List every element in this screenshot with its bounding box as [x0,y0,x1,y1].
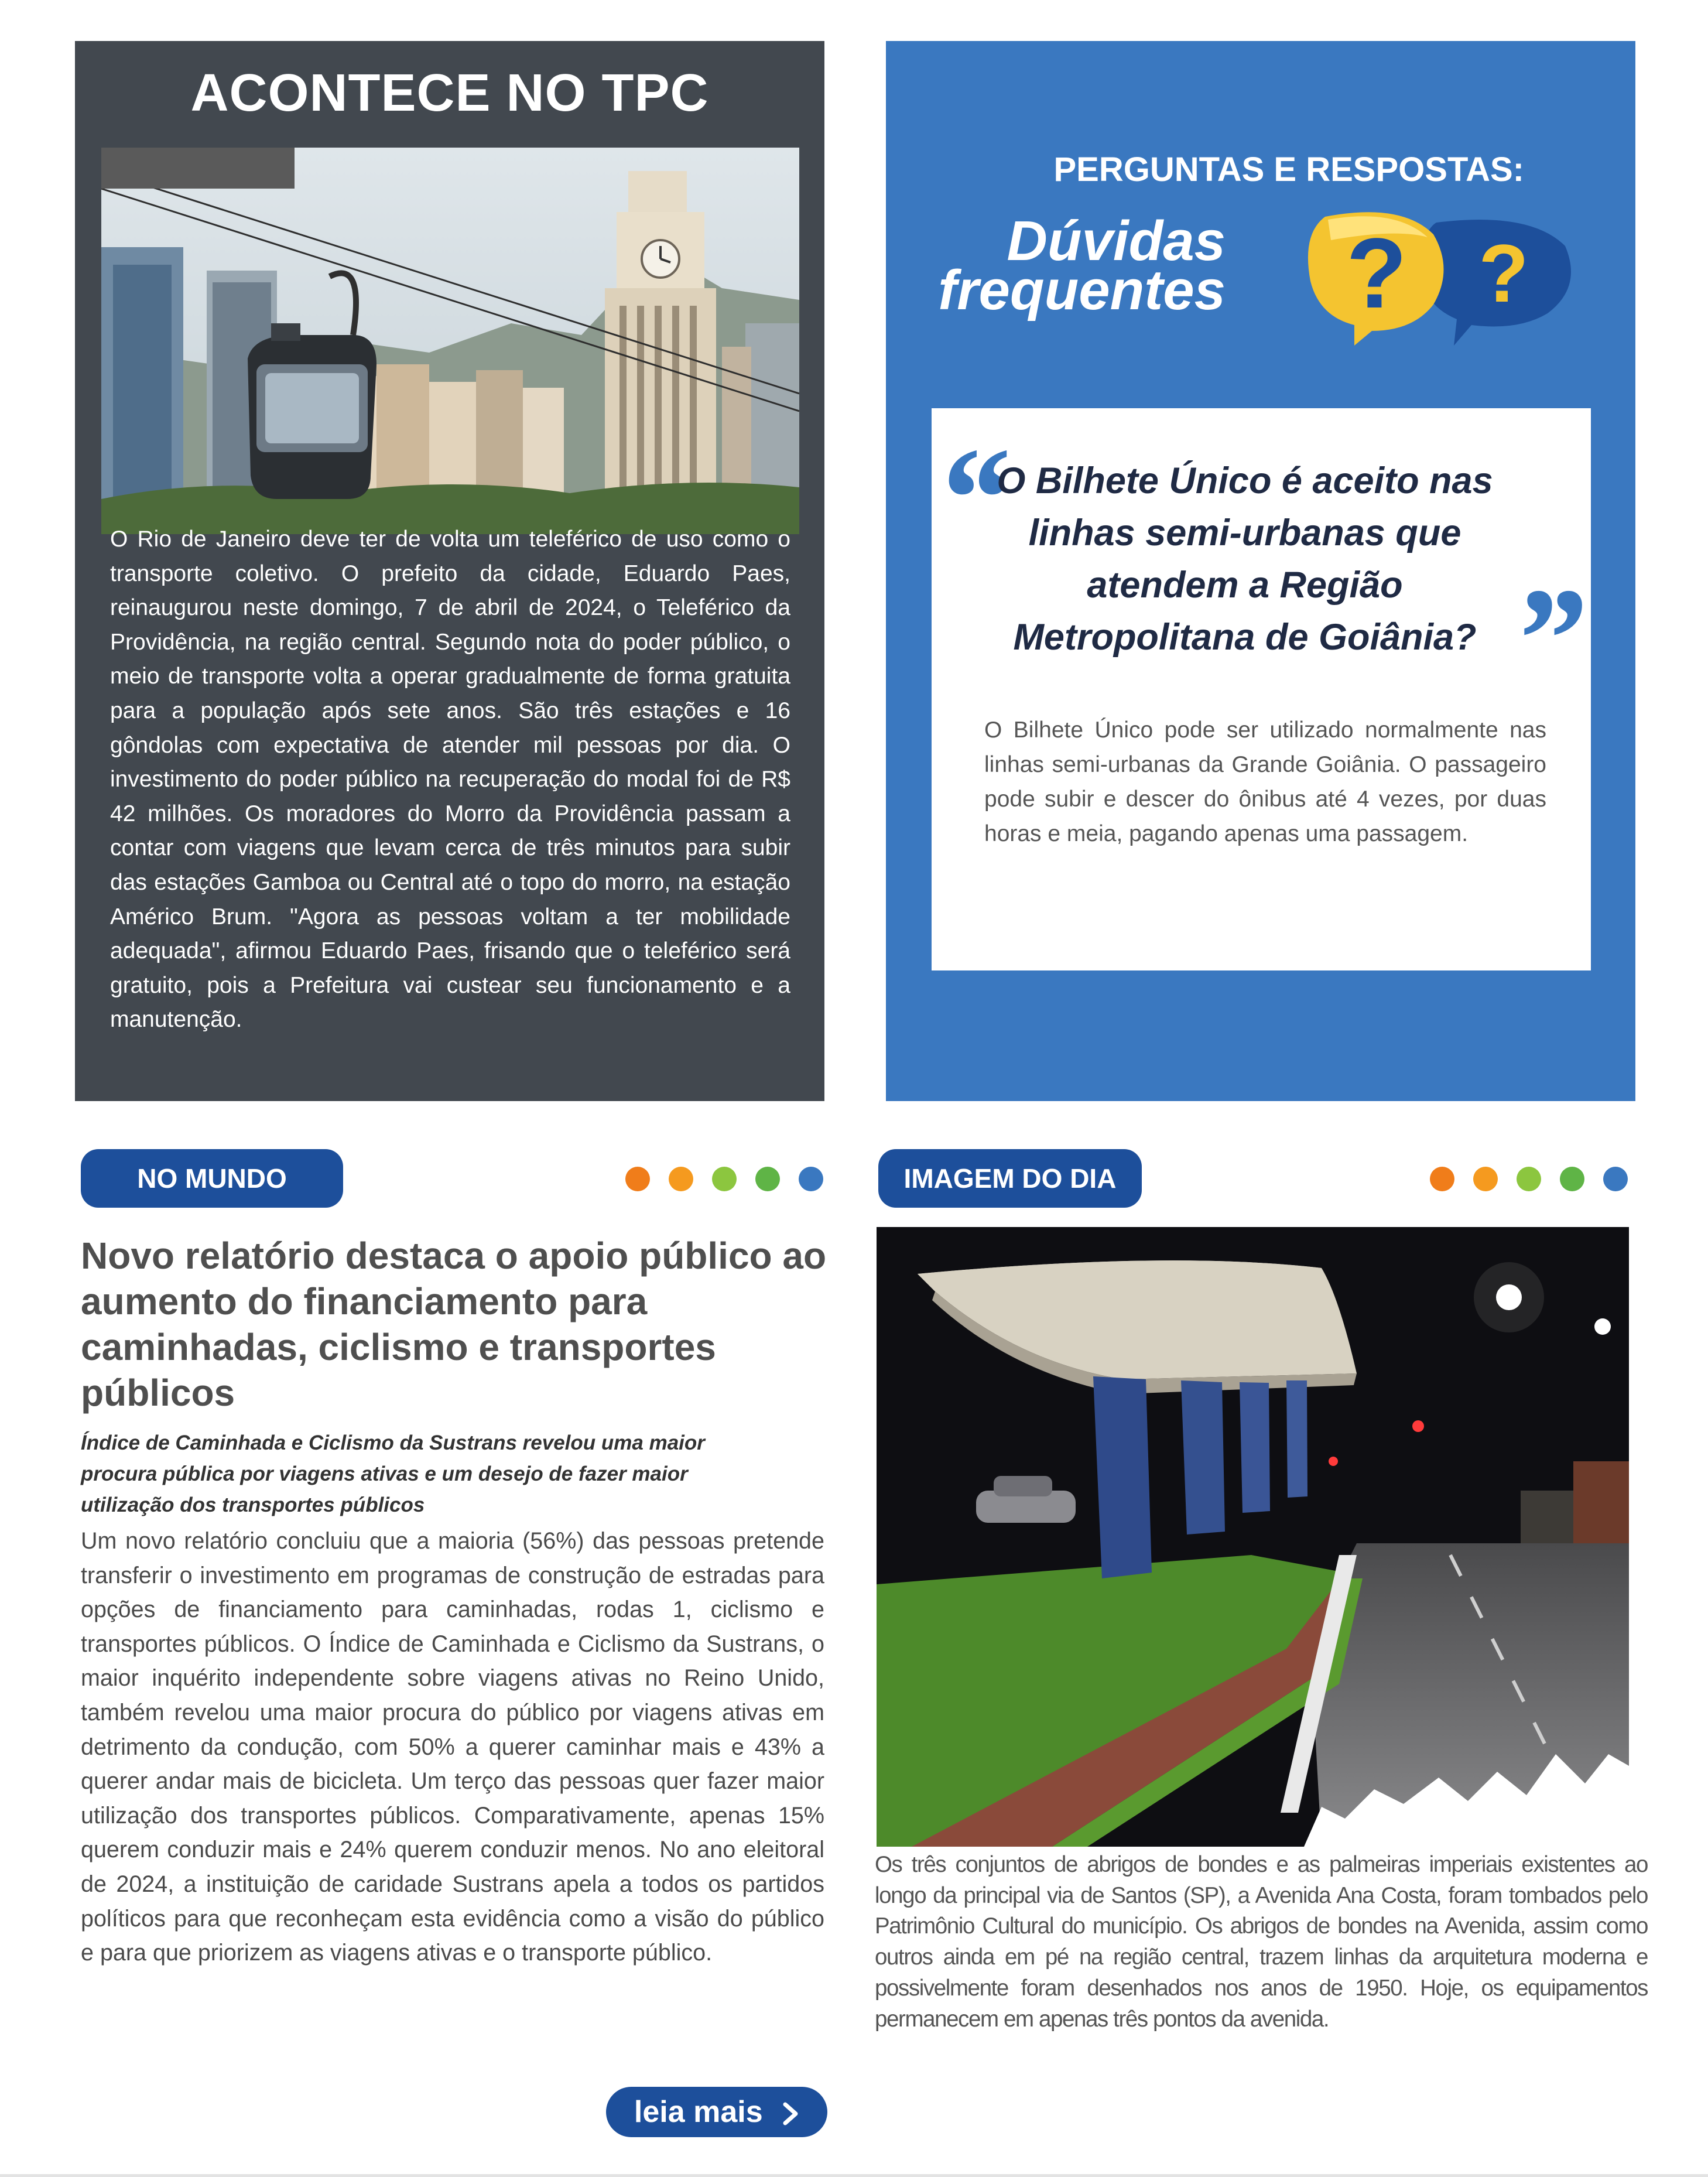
chevron-right-icon [782,2102,799,2125]
question-mark-small: ? [1478,227,1529,319]
dot-green [1560,1167,1584,1191]
imagem-do-dia-caption: Os três conjuntos de abrigos de bondes e as palmeiras imperiais existentes ao longo da principal via de Santos (SP), a Avenida Ana Costa, foram tombados pelo Patrimônio Cultural do município. Os abrigos de bondes na Avenida, assim como outros ainda em pé na região central, trazem linhas da arquitetura moderna e possivelmente foram desenhados nos anos de 1950. Hoje, os equipamentos permanecem em apenas três pontos da avenida. [875,1852,1648,2032]
mundo-article-title: Novo relatório destaca o apoio público ao aumento do financiamento para caminhadas, ciclismo e transportes públicos [81,1235,827,1414]
question-mark-large: ? [1346,218,1407,329]
tpc-title: ACONTECE NO TPC [190,64,709,122]
dot-blue [1603,1167,1628,1191]
section-pill-imagem-do-dia: IMAGEM DO DIA [878,1149,1142,1208]
faq-question: O Bilhete Único é aceito nas linhas semi-urbanas que atendem a Região Metropolitana de Goiânia? [997,460,1493,658]
dot-green [755,1167,780,1191]
cable-car-photo [101,148,799,534]
mundo-article-subtitle: Índice de Caminhada e Ciclismo da Sustrans revelou uma maior procura pública por viagens ativas e um desejo de fazer maior utilização dos transportes públicos [81,1431,705,1516]
faq-title-line1: Dúvidas [1007,210,1226,272]
dot-amber [1473,1167,1498,1191]
tpc-article-body: O Rio de Janeiro deve ter de volta um teleférico de uso como o transporte coletivo. O prefeito da cidade, Eduardo Paes, reinaugurou neste domingo, 7 de abril de 2024, o Teleférico da Providência, na região central. Segundo nota do poder público, o meio de transporte volta a operar gradualmente de forma gratuita para a população após sete anos. São três estações e 16 gôndolas com expectativa de atender mil pessoas por dia. O investimento do poder público na recuperação do modal foi de R$ 42 milhões. Os moradores do Morro da Providência passam a contar com viagens que levam cerca de três minutos para subir das estações Gamboa ou Central até o topo do morro, na estação Américo Brum. "Agora as pessoas voltam a ter mobilidade adequada", afirmou Eduardo Paes, frisando que o teleférico será gratuito, pois a Prefeitura vai custear seu funcionamento e a manutenção. [110,527,790,1033]
decorative-dots-right [1430,1167,1635,1191]
close-quote-icon: ” [1511,558,1584,720]
tram-shelter-night-photo [877,1227,1629,1847]
section-pill-no-mundo: NO MUNDO [81,1149,343,1208]
faq-kicker: PERGUNTAS E RESPOSTAS: [1053,151,1524,189]
dot-orange [625,1167,650,1191]
faq-card [932,408,1591,970]
faq-answer: O Bilhete Único pode ser utilizado normalmente nas linhas semi-urbanas da Grande Goiânia. O passageiro pode subir e descer do ônibus até 4 vezes, por duas horas e meia, pagando apenas uma passagem. [984,717,1546,846]
dot-amber [669,1167,693,1191]
page-bottom-divider [0,2174,1708,2177]
faq-panel [886,41,1635,1101]
dot-lime [1517,1167,1541,1191]
question-bubbles-icon [1307,205,1577,346]
faq-title-line2: frequentes [938,259,1226,322]
read-more-label: leia mais [634,2095,763,2129]
mundo-article-body: Um novo relatório concluiu que a maioria (56%) das pessoas pretende transferir o investimento em programas de construção de estradas para opções de financiamento para caminhadas, rodas 1, ciclismo e transportes públicos. O Índice de Caminhada e Ciclismo da Sustrans, o maior inquérito independente sobre viagens ativas no Reino Unido, também revelou uma maior procura do público por viagens ativas em detrimento da condução, com 50% a querer caminhar mais e 43% a querer andar mais de bicicleta. Um terço das pessoas quer fazer maior utilização dos transportes públicos. Comparativamente, apenas 15% querem conduzir mais e 24% querem conduzir menos. No ano eleitoral de 2024, a instituição de caridade Sustrans apela a todos os partidos políticos para que reconheçam esta evidência como a visão do público e para que priorizem as viagens ativas e o transporte público. [81,1528,824,1966]
decorative-dots-left [625,1167,830,1191]
dot-blue [799,1167,823,1191]
tpc-panel [75,41,824,1101]
dot-lime [712,1167,737,1191]
open-quote-icon: “ [935,418,1008,580]
read-more-button[interactable] [606,2087,827,2137]
dot-orange [1430,1167,1454,1191]
